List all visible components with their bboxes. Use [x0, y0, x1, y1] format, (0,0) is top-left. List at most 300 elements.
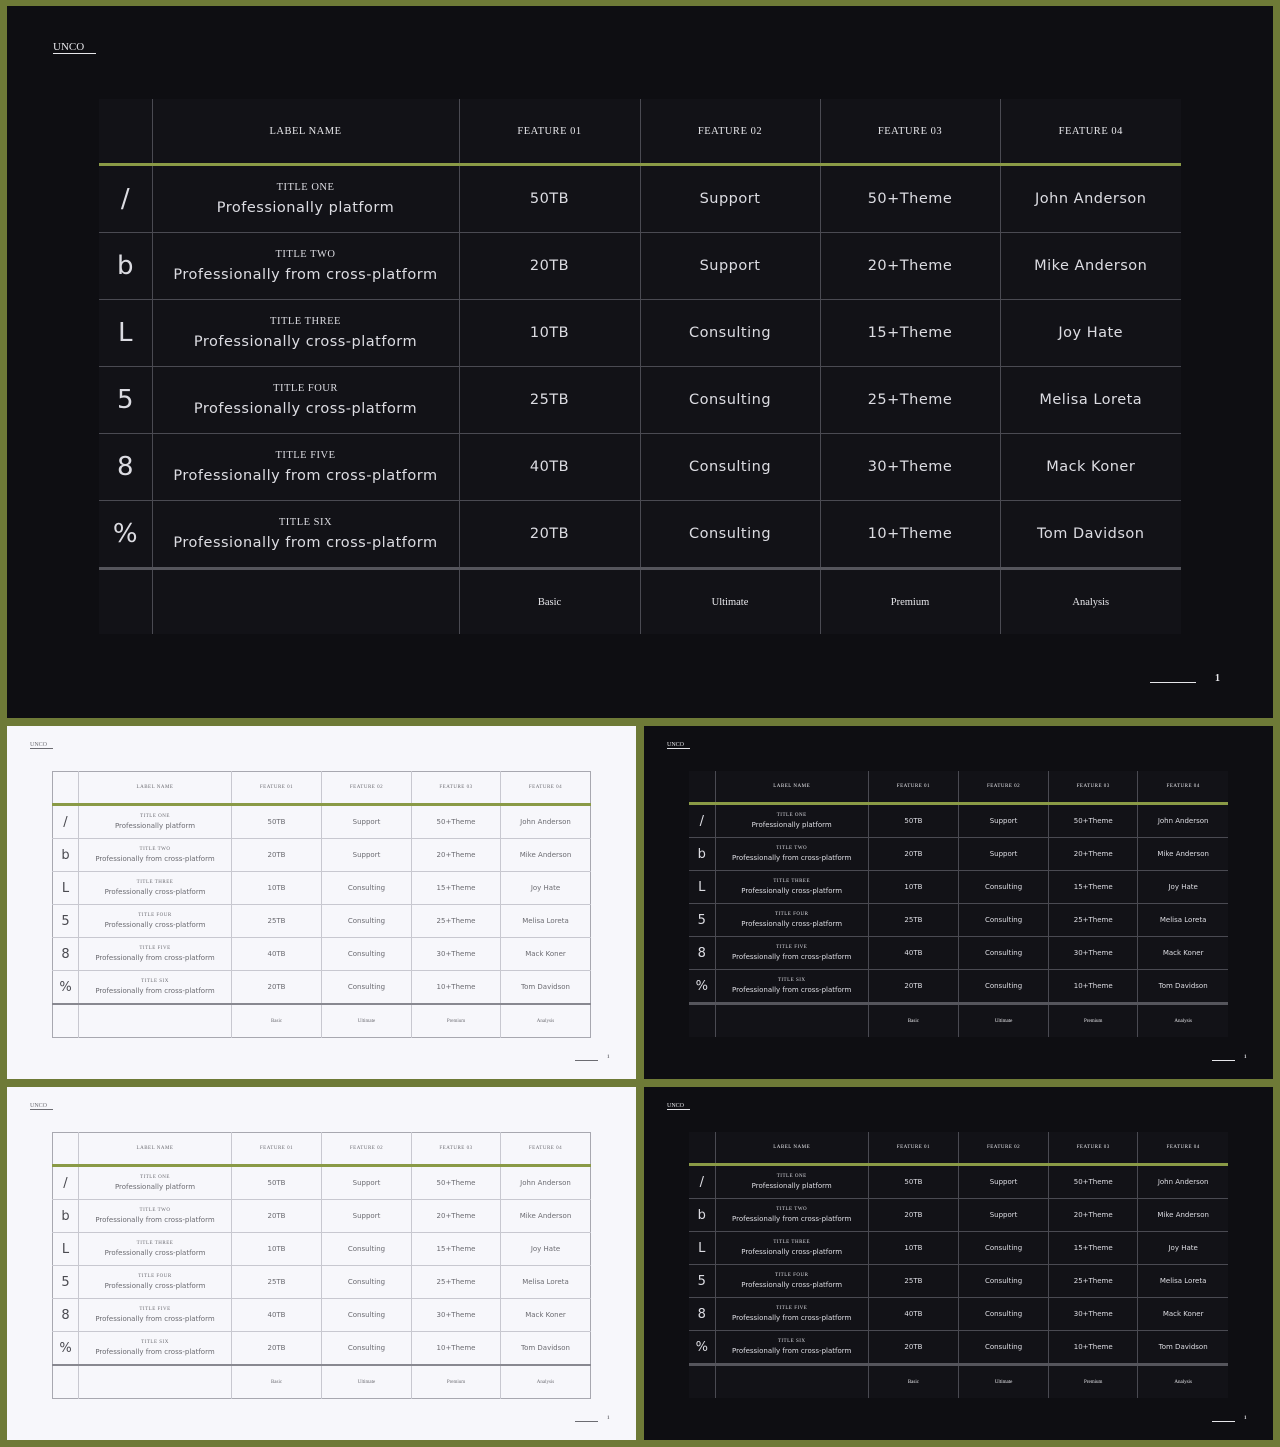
feature-2-cell: Consulting — [640, 434, 820, 501]
feature-3-cell: 20+Theme — [412, 1200, 501, 1233]
feature-3-cell: 10+Theme — [1049, 970, 1138, 1004]
row-title: TITLE THREE — [136, 1241, 174, 1246]
row-label-cell — [152, 434, 459, 501]
feature-1-cell: 50TB — [868, 804, 958, 838]
row-title: TITLE FOUR — [273, 383, 338, 394]
footer-plan-label: Ultimate — [322, 1004, 412, 1038]
table-row — [689, 804, 1228, 838]
row-label-cell — [715, 804, 868, 838]
row-symbol: / — [53, 805, 79, 839]
row-symbol: % — [689, 970, 715, 1004]
row-title: TITLE TWO — [139, 847, 171, 852]
row-label-cell — [79, 839, 232, 872]
feature-2-cell: Consulting — [322, 1233, 412, 1266]
feature-2-cell: Consulting — [322, 905, 412, 938]
table-header-row — [53, 1133, 591, 1166]
footer-empty-cell — [79, 1365, 232, 1399]
table-row — [53, 1332, 591, 1366]
feature-3-cell: 10+Theme — [412, 1332, 501, 1366]
table-row — [689, 904, 1228, 937]
table-footer-row — [689, 1004, 1228, 1038]
column-header: FEATURE 04 — [501, 772, 591, 805]
row-label-cell — [152, 501, 459, 569]
feature-2-cell: Consulting — [958, 1298, 1048, 1331]
row-subtitle: Professionally platform — [751, 1182, 832, 1190]
footer-plan-label: Premium — [412, 1365, 501, 1399]
footer-plan-label: Basic — [232, 1365, 322, 1399]
feature-4-cell: Tom Davidson — [501, 971, 591, 1005]
column-header: FEATURE 04 — [501, 1133, 591, 1166]
footer-plan-label: Analysis — [501, 1365, 591, 1399]
row-title: TITLE SIX — [777, 1339, 806, 1344]
column-header: FEATURE 02 — [322, 772, 412, 805]
row-symbol: 8 — [99, 434, 152, 501]
row-label-cell — [152, 233, 459, 300]
row-symbol: L — [53, 872, 79, 905]
table-row — [53, 1266, 591, 1299]
column-header: FEATURE 04 — [1138, 1132, 1228, 1165]
row-label-cell — [79, 1233, 232, 1266]
footer-plan-label: Premium — [820, 569, 1000, 635]
row-symbol: 5 — [689, 904, 715, 937]
feature-3-cell: 30+Theme — [1049, 937, 1138, 970]
feature-1-cell: 20TB — [868, 1331, 958, 1365]
row-symbol: 5 — [689, 1265, 715, 1298]
row-subtitle: Professionally from cross-platform — [95, 987, 215, 995]
feature-1-cell: 20TB — [232, 971, 322, 1005]
row-subtitle: Professionally cross-platform — [741, 1281, 843, 1289]
row-label-cell — [79, 1200, 232, 1233]
row-symbol: 8 — [689, 1298, 715, 1331]
footer-plan-label: Ultimate — [958, 1365, 1048, 1399]
row-title: TITLE THREE — [270, 316, 341, 327]
table-row — [53, 905, 591, 938]
feature-3-cell: 15+Theme — [1049, 1232, 1138, 1265]
table-row — [99, 367, 1181, 434]
slide-thumb-dark-2[interactable] — [644, 1087, 1273, 1440]
table-row — [53, 872, 591, 905]
row-label-cell — [152, 300, 459, 367]
column-header: FEATURE 02 — [958, 1132, 1048, 1165]
row-subtitle: Professionally from cross-platform — [95, 855, 215, 863]
table-row — [689, 1298, 1228, 1331]
row-title: TITLE ONE — [776, 1174, 807, 1179]
feature-1-cell: 20TB — [232, 1332, 322, 1366]
feature-3-cell: 20+Theme — [820, 233, 1000, 300]
row-title: TITLE THREE — [773, 1240, 811, 1245]
feature-2-cell: Support — [322, 805, 412, 839]
feature-4-cell: Melisa Loreta — [1138, 904, 1228, 937]
slide-thumb-dark-1[interactable] — [644, 726, 1273, 1079]
feature-1-cell: 25TB — [868, 904, 958, 937]
feature-4-cell: Joy Hate — [501, 1233, 591, 1266]
header-corner-cell — [99, 99, 152, 165]
footer-empty-cell — [715, 1004, 868, 1038]
row-symbol: b — [53, 839, 79, 872]
feature-4-cell: Mike Anderson — [501, 1200, 591, 1233]
feature-3-cell: 10+Theme — [412, 971, 501, 1005]
feature-2-cell: Support — [958, 804, 1048, 838]
table-row — [53, 839, 591, 872]
feature-3-cell: 30+Theme — [820, 434, 1000, 501]
table-row — [689, 871, 1228, 904]
comparison-table — [99, 99, 1181, 634]
table-row — [53, 971, 591, 1005]
feature-4-cell: Joy Hate — [1138, 1232, 1228, 1265]
table-row — [53, 938, 591, 971]
row-symbol: L — [53, 1233, 79, 1266]
table-row — [689, 1265, 1228, 1298]
feature-3-cell: 15+Theme — [412, 1233, 501, 1266]
feature-2-cell: Support — [322, 1200, 412, 1233]
table-row — [689, 1331, 1228, 1365]
footer-plan-label: Ultimate — [640, 569, 820, 635]
row-title: TITLE TWO — [139, 1208, 171, 1213]
row-subtitle: Professionally platform — [216, 200, 395, 216]
table-row — [689, 1232, 1228, 1265]
row-title: TITLE ONE — [276, 182, 335, 193]
feature-4-cell: John Anderson — [501, 1166, 591, 1200]
row-symbol: b — [689, 838, 715, 871]
feature-1-cell: 40TB — [232, 1299, 322, 1332]
feature-2-cell: Consulting — [958, 871, 1048, 904]
column-header: LABEL NAME — [152, 99, 459, 165]
feature-2-cell: Support — [640, 233, 820, 300]
feature-2-cell: Consulting — [958, 970, 1048, 1004]
table-row — [99, 233, 1181, 300]
footer-plan-label: Premium — [412, 1004, 501, 1038]
table-footer-row — [53, 1004, 591, 1038]
row-symbol: / — [689, 804, 715, 838]
row-label-cell — [152, 367, 459, 434]
feature-2-cell: Consulting — [322, 1299, 412, 1332]
column-header: LABEL NAME — [715, 1132, 868, 1165]
feature-3-cell: 20+Theme — [412, 839, 501, 872]
row-subtitle: Professionally from cross-platform — [732, 1314, 852, 1322]
page-indicator-line — [1212, 1421, 1235, 1422]
footer-plan-label: Premium — [1049, 1365, 1138, 1399]
column-header: FEATURE 04 — [1000, 99, 1181, 165]
row-symbol: b — [99, 233, 152, 300]
column-header: FEATURE 03 — [1049, 1132, 1138, 1165]
column-header: FEATURE 03 — [1049, 771, 1138, 804]
feature-3-cell: 50+Theme — [1049, 804, 1138, 838]
feature-3-cell: 15+Theme — [412, 872, 501, 905]
feature-1-cell: 20TB — [459, 233, 640, 300]
feature-3-cell: 25+Theme — [1049, 1265, 1138, 1298]
footer-empty-cell — [715, 1365, 868, 1399]
row-subtitle: Professionally platform — [751, 821, 832, 829]
header-corner-cell — [53, 772, 79, 805]
brand-logo: UNCO — [667, 1103, 690, 1110]
feature-1-cell: 25TB — [232, 905, 322, 938]
table-row — [53, 1299, 591, 1332]
feature-2-cell: Consulting — [640, 300, 820, 367]
row-label-cell — [79, 1299, 232, 1332]
comparison-table — [52, 771, 591, 1038]
row-title: TITLE THREE — [136, 880, 174, 885]
feature-3-cell: 25+Theme — [820, 367, 1000, 434]
page-indicator-line — [1150, 682, 1196, 683]
table-row — [689, 937, 1228, 970]
footer-plan-label: Analysis — [1000, 569, 1181, 635]
column-header: LABEL NAME — [79, 1133, 232, 1166]
row-symbol: b — [689, 1199, 715, 1232]
column-header: FEATURE 02 — [640, 99, 820, 165]
table-row — [689, 1165, 1228, 1199]
feature-2-cell: Consulting — [322, 1332, 412, 1366]
row-symbol: L — [99, 300, 152, 367]
row-subtitle: Professionally platform — [114, 1183, 196, 1191]
feature-3-cell: 10+Theme — [1049, 1331, 1138, 1365]
feature-3-cell: 25+Theme — [1049, 904, 1138, 937]
feature-3-cell: 50+Theme — [412, 805, 501, 839]
feature-4-cell: John Anderson — [1138, 1165, 1228, 1199]
row-title: TITLE FOUR — [138, 913, 172, 918]
row-symbol: % — [99, 501, 152, 569]
footer-empty-cell — [79, 1004, 232, 1038]
feature-4-cell: Melisa Loreta — [501, 905, 591, 938]
row-label-cell — [715, 1265, 868, 1298]
row-label-cell — [79, 1266, 232, 1299]
table-row — [689, 838, 1228, 871]
feature-2-cell: Consulting — [322, 938, 412, 971]
feature-3-cell: 15+Theme — [820, 300, 1000, 367]
footer-empty-cell — [53, 1365, 79, 1399]
row-label-cell — [715, 1232, 868, 1265]
column-header: LABEL NAME — [79, 772, 232, 805]
row-title: TITLE TWO — [776, 1207, 808, 1212]
column-header: FEATURE 02 — [322, 1133, 412, 1166]
footer-plan-label: Basic — [868, 1004, 958, 1038]
feature-4-cell: Melisa Loreta — [501, 1266, 591, 1299]
brand-logo: UNCO — [30, 742, 53, 749]
feature-3-cell: 50+Theme — [1049, 1165, 1138, 1199]
feature-1-cell: 50TB — [232, 805, 322, 839]
page-indicator-line — [575, 1060, 598, 1061]
row-symbol: 8 — [53, 1299, 79, 1332]
row-title: TITLE SIX — [141, 979, 169, 984]
feature-2-cell: Consulting — [640, 367, 820, 434]
row-symbol: % — [689, 1331, 715, 1365]
table-header-row — [689, 771, 1228, 804]
table-row — [99, 501, 1181, 569]
row-subtitle: Professionally from cross-platform — [732, 1347, 852, 1355]
page-number: 1 — [607, 1416, 610, 1421]
table-row — [53, 805, 591, 839]
feature-1-cell: 50TB — [459, 165, 640, 233]
page-number: 1 — [1244, 1416, 1247, 1421]
feature-3-cell: 50+Theme — [820, 165, 1000, 233]
feature-1-cell: 40TB — [868, 1298, 958, 1331]
feature-1-cell: 20TB — [232, 1200, 322, 1233]
feature-3-cell: 30+Theme — [412, 1299, 501, 1332]
slide-thumb-light-2[interactable] — [7, 1087, 636, 1440]
table-row — [689, 1199, 1228, 1232]
row-symbol: L — [689, 1232, 715, 1265]
feature-3-cell: 50+Theme — [412, 1166, 501, 1200]
row-symbol: % — [53, 971, 79, 1005]
row-subtitle: Professionally cross-platform — [741, 920, 843, 928]
row-subtitle: Professionally cross-platform — [193, 334, 418, 350]
table-header-row — [99, 99, 1181, 165]
table-footer-row — [99, 569, 1181, 635]
header-corner-cell — [689, 1132, 715, 1165]
row-subtitle: Professionally cross-platform — [741, 887, 843, 895]
feature-1-cell: 40TB — [459, 434, 640, 501]
footer-empty-cell — [689, 1365, 715, 1399]
row-title: TITLE FIVE — [139, 946, 171, 951]
row-label-cell — [79, 872, 232, 905]
page-number: 1 — [607, 1055, 610, 1060]
feature-4-cell: John Anderson — [1000, 165, 1181, 233]
row-symbol: % — [53, 1332, 79, 1366]
row-title: TITLE FIVE — [776, 945, 808, 950]
row-symbol: 8 — [689, 937, 715, 970]
row-subtitle: Professionally cross-platform — [104, 888, 206, 896]
row-title: TITLE SIX — [777, 978, 806, 983]
feature-4-cell: Mike Anderson — [1138, 1199, 1228, 1232]
feature-2-cell: Support — [322, 1166, 412, 1200]
row-label-cell — [79, 971, 232, 1005]
row-label-cell — [79, 805, 232, 839]
feature-4-cell: John Anderson — [501, 805, 591, 839]
row-title: TITLE FIVE — [139, 1307, 171, 1312]
feature-2-cell: Consulting — [958, 904, 1048, 937]
feature-1-cell: 40TB — [232, 938, 322, 971]
row-title: TITLE ONE — [140, 814, 170, 819]
feature-4-cell: Mike Anderson — [1138, 838, 1228, 871]
footer-plan-label: Analysis — [1138, 1004, 1228, 1038]
table-row — [53, 1233, 591, 1266]
row-subtitle: Professionally cross-platform — [741, 1248, 843, 1256]
feature-2-cell: Support — [322, 839, 412, 872]
row-symbol: b — [53, 1200, 79, 1233]
row-title: TITLE FOUR — [774, 912, 809, 917]
row-subtitle: Professionally platform — [114, 822, 196, 830]
footer-plan-label: Basic — [459, 569, 640, 635]
feature-2-cell: Consulting — [322, 971, 412, 1005]
page-number: 1 — [1215, 673, 1220, 684]
feature-1-cell: 40TB — [868, 937, 958, 970]
column-header: FEATURE 01 — [232, 772, 322, 805]
row-subtitle: Professionally from cross-platform — [95, 1216, 215, 1224]
table-row — [689, 970, 1228, 1004]
feature-1-cell: 20TB — [868, 1199, 958, 1232]
page-number: 1 — [1244, 1055, 1247, 1060]
feature-4-cell: Tom Davidson — [1138, 1331, 1228, 1365]
row-label-cell — [79, 1332, 232, 1366]
row-symbol: L — [689, 871, 715, 904]
feature-4-cell: Melisa Loreta — [1000, 367, 1181, 434]
row-subtitle: Professionally cross-platform — [193, 401, 418, 417]
feature-1-cell: 50TB — [232, 1166, 322, 1200]
feature-2-cell: Consulting — [640, 501, 820, 569]
feature-2-cell: Support — [640, 165, 820, 233]
feature-4-cell: Tom Davidson — [1138, 970, 1228, 1004]
column-header: FEATURE 02 — [958, 771, 1048, 804]
footer-plan-label: Premium — [1049, 1004, 1138, 1038]
row-subtitle: Professionally from cross-platform — [173, 468, 438, 484]
feature-2-cell: Support — [958, 1199, 1048, 1232]
feature-1-cell: 20TB — [459, 501, 640, 569]
row-label-cell — [79, 938, 232, 971]
footer-plan-label: Analysis — [1138, 1365, 1228, 1399]
row-label-cell — [715, 838, 868, 871]
feature-4-cell: Tom Davidson — [1000, 501, 1181, 569]
header-corner-cell — [53, 1133, 79, 1166]
feature-1-cell: 10TB — [459, 300, 640, 367]
footer-plan-label: Analysis — [501, 1004, 591, 1038]
row-subtitle: Professionally from cross-platform — [173, 267, 438, 283]
column-header: LABEL NAME — [715, 771, 868, 804]
feature-4-cell: Joy Hate — [1138, 871, 1228, 904]
row-title: TITLE FOUR — [138, 1274, 172, 1279]
feature-3-cell: 20+Theme — [1049, 1199, 1138, 1232]
header-corner-cell — [689, 771, 715, 804]
brand-logo: UNCO — [53, 41, 96, 54]
row-label-cell — [715, 1199, 868, 1232]
feature-2-cell: Consulting — [322, 872, 412, 905]
feature-1-cell: 20TB — [868, 838, 958, 871]
row-label-cell — [715, 904, 868, 937]
feature-4-cell: Joy Hate — [501, 872, 591, 905]
row-symbol: 5 — [53, 905, 79, 938]
slide-main — [7, 6, 1273, 718]
row-symbol: 8 — [53, 938, 79, 971]
feature-2-cell: Consulting — [958, 1265, 1048, 1298]
feature-4-cell: Mack Koner — [1138, 937, 1228, 970]
feature-1-cell: 10TB — [868, 1232, 958, 1265]
row-symbol: / — [53, 1166, 79, 1200]
row-title: TITLE ONE — [776, 813, 807, 818]
row-title: TITLE FOUR — [774, 1273, 809, 1278]
table-row — [99, 165, 1181, 233]
row-symbol: / — [689, 1165, 715, 1199]
footer-plan-label: Ultimate — [322, 1365, 412, 1399]
row-label-cell — [715, 1331, 868, 1365]
row-label-cell — [79, 1166, 232, 1200]
row-subtitle: Professionally cross-platform — [104, 921, 206, 929]
feature-1-cell: 25TB — [868, 1265, 958, 1298]
page-indicator-line — [1212, 1060, 1235, 1061]
column-header: FEATURE 01 — [868, 771, 958, 804]
column-header: FEATURE 03 — [412, 1133, 501, 1166]
feature-4-cell: Mack Koner — [501, 938, 591, 971]
feature-3-cell: 30+Theme — [1049, 1298, 1138, 1331]
row-label-cell — [715, 970, 868, 1004]
table-footer-row — [53, 1365, 591, 1399]
feature-2-cell: Support — [958, 838, 1048, 871]
footer-empty-cell — [689, 1004, 715, 1038]
footer-empty-cell — [152, 569, 459, 635]
row-label-cell — [715, 1298, 868, 1331]
row-symbol: 5 — [53, 1266, 79, 1299]
brand-logo: UNCO — [30, 1103, 53, 1110]
row-subtitle: Professionally cross-platform — [104, 1282, 206, 1290]
row-title: TITLE TWO — [275, 249, 336, 260]
feature-3-cell: 25+Theme — [412, 905, 501, 938]
table-footer-row — [689, 1365, 1228, 1399]
row-subtitle: Professionally from cross-platform — [95, 1315, 215, 1323]
feature-1-cell: 10TB — [232, 872, 322, 905]
column-header: FEATURE 01 — [868, 1132, 958, 1165]
slide-thumb-light-1[interactable] — [7, 726, 636, 1079]
table-row — [53, 1166, 591, 1200]
feature-2-cell: Consulting — [958, 937, 1048, 970]
feature-3-cell: 30+Theme — [412, 938, 501, 971]
row-label-cell — [715, 937, 868, 970]
